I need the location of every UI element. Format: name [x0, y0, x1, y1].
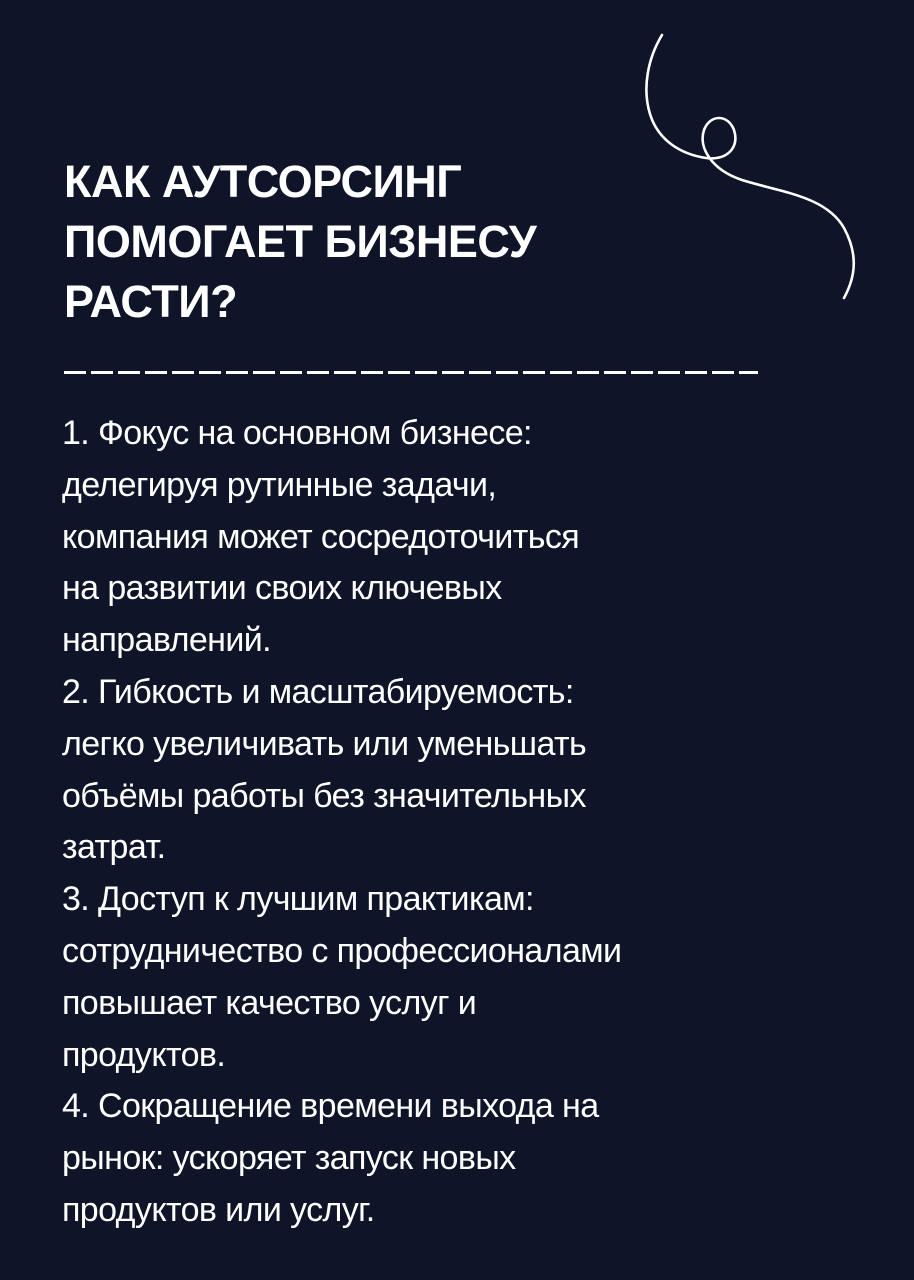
body-line: продуктов или услуг.	[62, 1190, 375, 1229]
body-line: направлений.	[62, 621, 271, 660]
body-line: легко увеличивать или уменьшать	[62, 724, 587, 763]
body-line: затрат.	[62, 828, 166, 867]
body-text	[62, 408, 842, 1237]
body-line: сотрудничество с профессионалами	[62, 931, 622, 970]
body-line: объёмы работы без значительных	[62, 776, 586, 815]
body-line: 3. Доступ к лучшим практикам:	[62, 880, 534, 919]
page-title	[64, 152, 664, 332]
title-line: ПОМОГАЕТ БИЗНЕСУ	[64, 216, 537, 267]
body-line: продуктов.	[62, 1035, 226, 1074]
body-line: 4. Сокращение времени выхода на	[62, 1087, 599, 1126]
divider-line	[64, 362, 758, 382]
title-line: РАСТИ?	[64, 276, 238, 327]
body-line: на развитии своих ключевых	[62, 569, 502, 608]
body-line: рынок: ускоряет запуск новых	[62, 1139, 516, 1178]
title-line: КАК АУТСОРСИНГ	[64, 156, 462, 207]
body-line: 2. Гибкость и масштабируемость:	[62, 672, 574, 711]
swirl-decoration-icon	[630, 30, 890, 320]
body-line: компания может сосредоточиться	[62, 517, 580, 556]
body-line: 1. Фокус на основном бизнесе:	[62, 414, 532, 452]
body-line: делегируя рутинные задачи,	[62, 465, 497, 504]
body-line: повышает качество услуг и	[62, 983, 477, 1022]
